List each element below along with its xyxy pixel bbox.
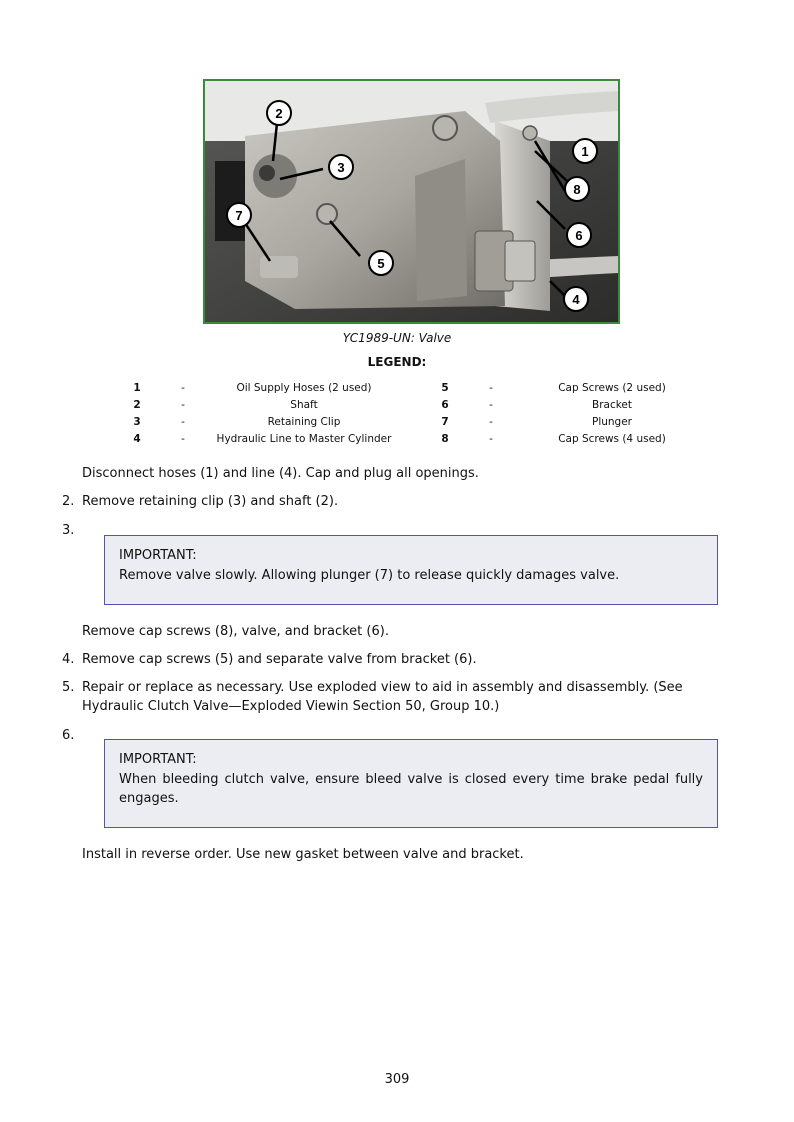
svg-text:7: 7 (235, 208, 243, 223)
legend-description: Plunger (591, 416, 632, 428)
step-2-text: Remove retaining clip (3) and shaft (2). (82, 494, 339, 509)
legend-number: 3 (133, 416, 141, 428)
legend-row (0, 433, 794, 449)
legend-dash: - (489, 416, 493, 428)
legend-number: 2 (133, 399, 141, 411)
important-note (104, 535, 718, 605)
important-text: Remove valve slowly. Allowing plunger (7) to release quickly damages valve. (119, 567, 620, 583)
important-note (104, 739, 718, 828)
callout-7 (227, 203, 251, 227)
legend-row (0, 382, 794, 398)
legend-title: LEGEND: (367, 355, 427, 369)
svg-text:1: 1 (581, 144, 589, 159)
legend-dash: - (181, 382, 185, 394)
legend-dash: - (489, 382, 493, 394)
callout-8 (565, 177, 589, 201)
callout-6 (567, 223, 591, 247)
legend-dash: - (181, 433, 185, 445)
legend-number: 7 (441, 416, 449, 428)
legend-description: Cap Screws (2 used) (558, 382, 666, 394)
svg-text:3: 3 (337, 160, 345, 175)
step-6-text: Install in reverse order. Use new gasket between valve and bracket. (82, 847, 524, 862)
important-label: IMPORTANT: (119, 548, 197, 563)
legend-description: Shaft (290, 399, 318, 411)
callout-3 (329, 155, 353, 179)
legend-number: 1 (133, 382, 141, 394)
step-3-number: 3. (62, 523, 75, 538)
callout-2 (267, 101, 291, 125)
callout-5 (369, 251, 393, 275)
svg-text:2: 2 (275, 106, 283, 121)
legend-dash: - (489, 433, 493, 445)
step-5-text: Repair or replace as necessary. Use exploded view to aid in assembly and disassembly. (See Hydraulic Clutch Valve—Exploded Viewin Section 50, Group 10.) (82, 680, 683, 714)
legend-number: 6 (441, 399, 449, 411)
step-6-number: 6. (62, 728, 75, 743)
important-text: When bleeding clutch valve, ensure bleed valve is closed every time brake pedal fully engages. (119, 771, 703, 806)
svg-text:5: 5 (377, 256, 385, 271)
callout-4 (564, 287, 588, 311)
legend-description: Retaining Clip (267, 416, 341, 428)
legend-description: Bracket (591, 399, 632, 411)
legend-description: Hydraulic Line to Master Cylinder (216, 433, 392, 445)
callout-1 (573, 139, 597, 163)
step-2-number: 2. (62, 494, 75, 509)
step-4-number: 4. (62, 652, 75, 667)
step-3-text: Remove cap screws (8), valve, and bracket (6). (82, 624, 389, 639)
svg-text:6: 6 (575, 228, 583, 243)
legend-number: 8 (441, 433, 449, 445)
step-1-text: Disconnect hoses (1) and line (4). Cap and plug all openings. (82, 466, 479, 481)
important-label: IMPORTANT: (119, 752, 197, 767)
svg-text:4: 4 (572, 292, 580, 307)
legend-description: Cap Screws (4 used) (558, 433, 666, 445)
legend-row (0, 399, 794, 415)
step-5-number: 5. (62, 680, 75, 695)
legend-number: 5 (441, 382, 449, 394)
valve-photo (203, 79, 620, 324)
legend-dash: - (181, 416, 185, 428)
step-4-text: Remove cap screws (5) and separate valve from bracket (6). (82, 652, 477, 667)
svg-text:8: 8 (573, 182, 581, 197)
figure-caption: YC1989-UN: Valve (342, 331, 452, 345)
legend-dash: - (489, 399, 493, 411)
page-number: 309 (384, 1072, 410, 1087)
legend-dash: - (181, 399, 185, 411)
legend-description: Oil Supply Hoses (2 used) (236, 382, 372, 394)
legend-row (0, 416, 794, 432)
legend-number: 4 (133, 433, 141, 445)
